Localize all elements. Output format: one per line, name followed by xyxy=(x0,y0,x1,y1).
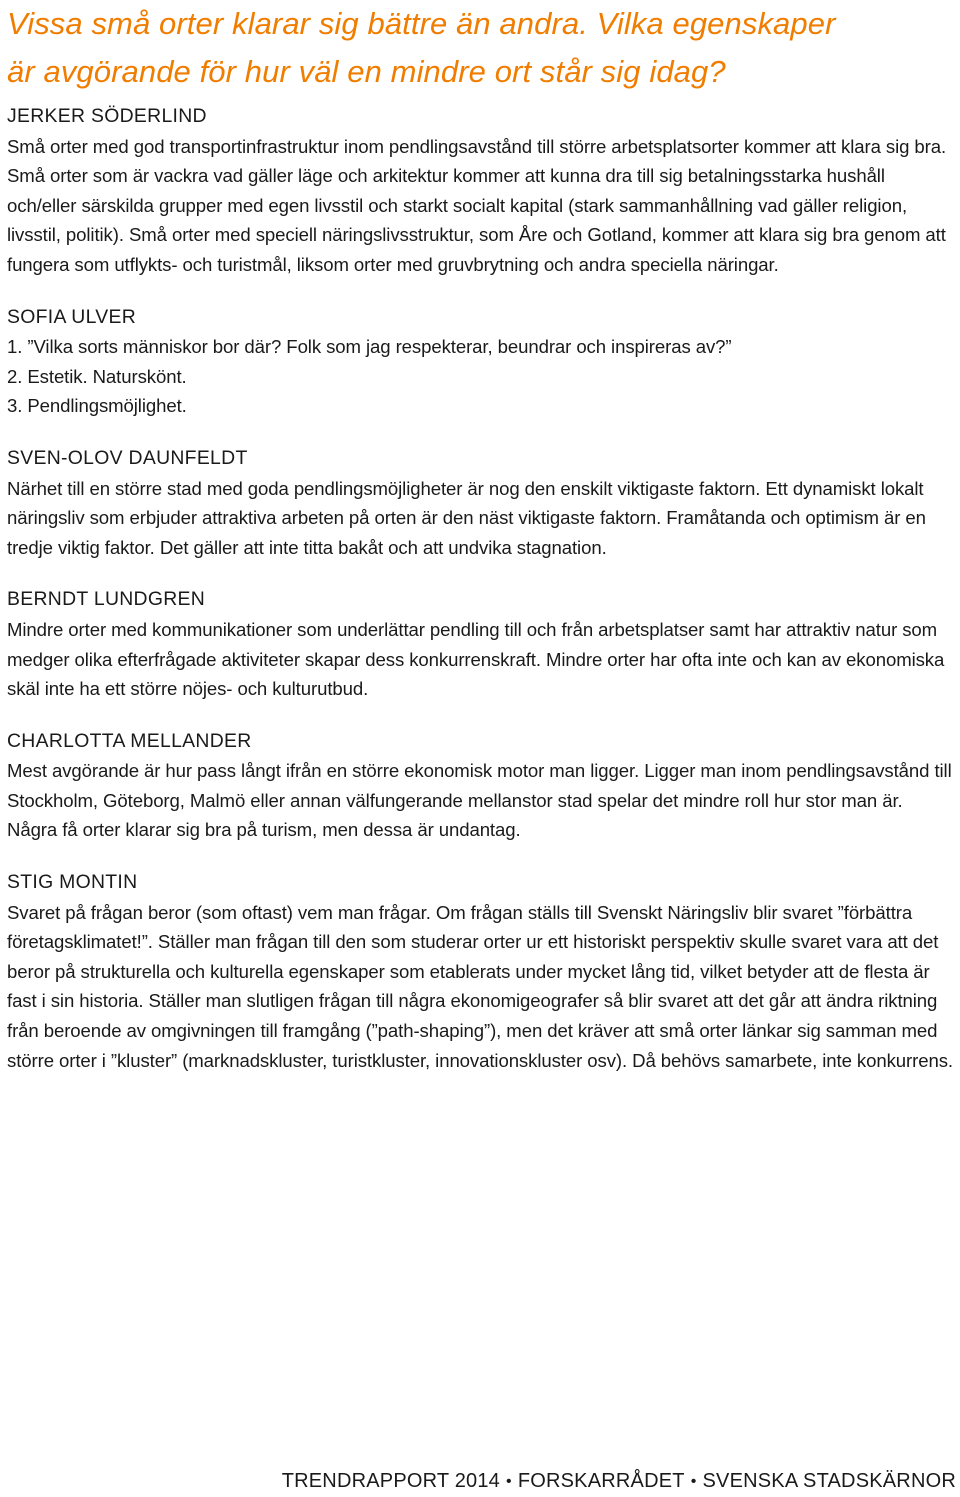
author-name: JERKER SÖDERLIND xyxy=(7,105,207,127)
answer-list-item: 2. Estetik. Naturskönt. xyxy=(7,365,187,387)
author-name: BERNDT LUNDGREN xyxy=(7,588,206,611)
author-name: SVEN-OLOV DAUNFELDT xyxy=(7,446,248,469)
footer-council: FORSKARRÅDET xyxy=(517,1470,685,1492)
footer-separator: • xyxy=(690,1473,697,1490)
headline-line-2: är avgörande för hur väl en mindre ort står sig idag? xyxy=(7,54,726,89)
author-answer: Mindre orter med kommunikationer som underlättar pendling till och från arbetsplatser samt har attraktiv natur som medger olika efterfrågade aktiviteter skapar dess konkurrenskraft. Mindre orter har ofta inte och kan av ekonomiska skäl inte ha ett större nöjes- och kulturutbud. xyxy=(7,618,945,700)
page-footer xyxy=(282,1466,956,1497)
section-soderlind xyxy=(7,102,957,280)
section-daunfeldt xyxy=(7,444,957,562)
author-name: CHARLOTTA MELLANDER xyxy=(7,729,252,752)
footer-separator: • xyxy=(506,1473,512,1490)
section-mellander xyxy=(7,727,957,845)
author-name: SOFIA ULVER xyxy=(7,305,137,328)
headline-line-1: Vissa små orter klarar sig bättre än andra. Vilka egenskaper xyxy=(7,6,836,41)
article-page xyxy=(7,0,957,1075)
section-ulver xyxy=(7,303,957,421)
headline xyxy=(7,0,957,96)
answer-list-item: 1. ”Vilka sorts människor bor där? Folk som jag respekterar, beundrar och inspireras av?” xyxy=(7,336,732,358)
author-answer: Mest avgörande är hur pass långt ifrån en större ekonomisk motor man ligger. Ligger man inom pendlingsavstånd till Stockholm, Göteborg, Malmö eller annan välfungerande mellanstor stad spelar det mindre roll hur stor man är. Några få orter klarar sig bra på turism, men dessa är undantag. xyxy=(7,760,952,841)
author-name: STIG MONTIN xyxy=(7,871,138,894)
footer-report-title: TRENDRAPPORT 2014 xyxy=(281,1470,500,1492)
section-montin xyxy=(7,868,957,1075)
footer-organization: SVENSKA STADSKÄRNOR xyxy=(702,1470,956,1492)
author-answer: Närhet till en större stad med goda pendlingsmöjligheter är nog den enskilt viktigaste faktorn. Ett dynamiskt lokalt näringsliv som erbjuder attraktiva arbeten på orten är den näst viktigaste faktorn. Framåtanda och optimism är en tredje viktig faktor. Det gäller att inte titta bakåt och att undvika stagnation. xyxy=(7,477,926,558)
author-answer: Små orter med god transportinfrastruktur inom pendlingsavstånd till större arbetsplatsorter kommer att klara sig bra. Små orter som är vackra vad gäller läge och arkitektur kommer att kunna dra till sig betalningsstarka hushåll och/eller särskilda grupper med egen livsstil och starkt socialt kapital (stark sammanhållning vad gäller religion, livsstil, politik). Små orter med speciell näringslivsstruktur, som Åre och Gotland, kommer att klara sig bra genom att fungera som utflykts- och turistmål, liksom orter med gruvbrytning och andra speciella näringar. xyxy=(7,135,947,275)
author-answer: Svaret på frågan beror (som oftast) vem man frågar. Om frågan ställs till Svenskt Näringsliv blir svaret ”förbättra företagsklimatet!”. Ställer man frågan till den som studerar orter ur ett historiskt perspektiv skulle svaret vara att det beror på strukturella och kulturella egenskaper som etablerats under mycket lång tid, vilket betyder att de flesta är fast i sin historia. Ställer man slutligen frågan till några ekonomigeografer så blir svaret att det går att ändra riktning från beroende av omgivningen till framgång (”path-shaping”), men det kräver att små orter länkar sig samman med större orter i ”kluster” (marknadskluster, turistkluster, innovationskluster osv). Då behövs samarbete, inte konkurrens. xyxy=(7,901,953,1071)
section-lundgren xyxy=(7,585,957,703)
answer-list-item: 3. Pendlingsmöjlighet. xyxy=(7,395,187,417)
